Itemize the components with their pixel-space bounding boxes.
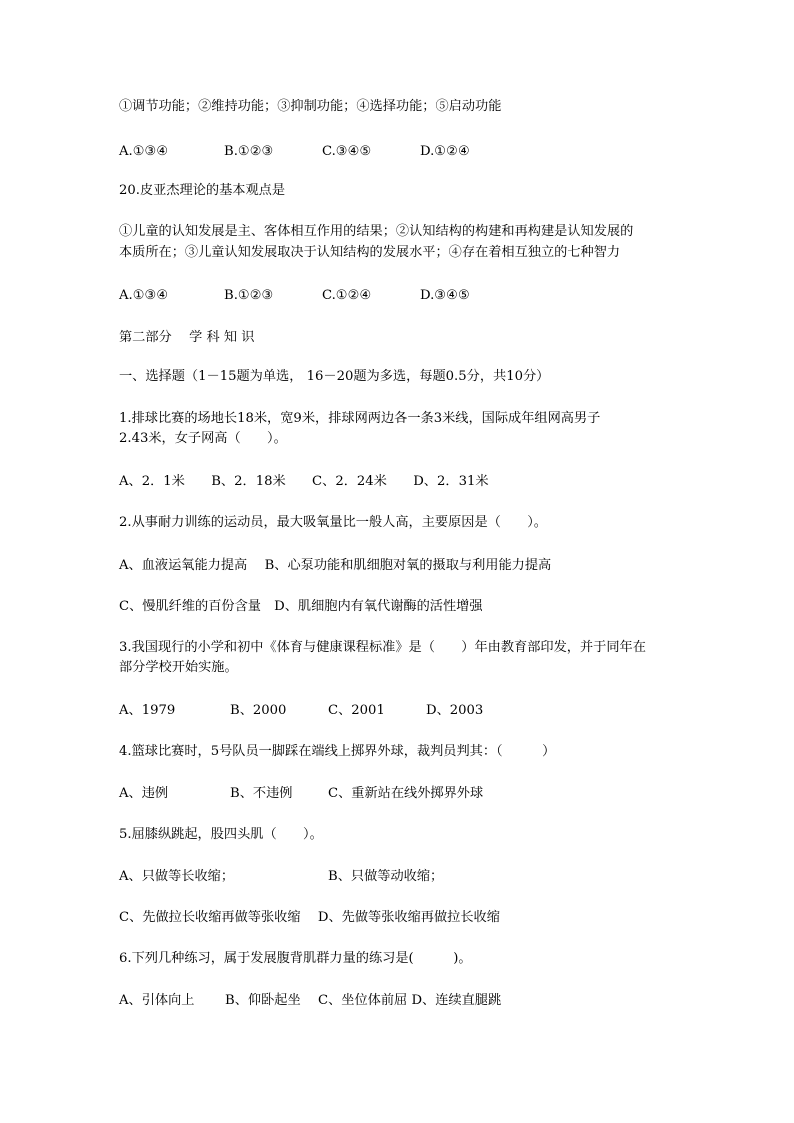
q3-option-b: B、2000: [230, 703, 287, 718]
q19-option-b: B.①②③: [224, 144, 274, 159]
q3-option-a: A、1979: [119, 703, 176, 718]
q5-option-a: A、只做等长收缩；: [119, 869, 235, 884]
q1-stem-line1: 1.排球比赛的场地长18米，宽9米，排球网两边各一条3米线，国际成年组网高男子: [119, 411, 601, 426]
q20-statements-line2: 本质所在；③儿童认知发展取决于认知结构的发展水平；④存在着相互独立的七种智力: [119, 245, 621, 260]
q3-option-c: C、2001: [328, 703, 385, 718]
q20-option-a: A.①③④: [119, 288, 169, 303]
q19-option-d: D.①②④: [420, 144, 470, 159]
q4-option-a: A、违例: [119, 786, 169, 801]
q20-stem: 20.皮亚杰理论的基本观点是: [119, 183, 286, 198]
q2-options-cd: C、慢肌纤维的百份含量 D、肌细胞内有氧代谢酶的活性增强: [119, 599, 483, 614]
q20-statements-line1: ①儿童的认知发展是主、客体相互作用的结果；②认知结构的构建和再构建是认知发展的: [119, 224, 634, 239]
q19-option-c: C.③④⑤: [322, 144, 372, 159]
q3-stem-line2: 部分学校开始实施。: [119, 660, 238, 675]
q19-option-a: A.①③④: [119, 144, 169, 159]
section-instructions: 一、选择题（1－15题为单选， 16－20题为多选，每题0.5分，共10分）: [119, 369, 550, 384]
q5-options-cd: C、先做拉长收缩再做等张收缩 D、先做等张收缩再做拉长收缩: [119, 910, 500, 925]
q20-option-b: B.①②③: [224, 288, 274, 303]
q4-option-c: C、重新站在线外掷界外球: [328, 786, 484, 801]
q5-stem: 5.屈膝纵跳起，股四头肌（ ）。: [119, 827, 323, 842]
q20-option-c: C.①②④: [322, 288, 372, 303]
q6-options: A、引体向上 B、仰卧起坐 C、坐位体前屈 D、连续直腿跳: [119, 993, 502, 1008]
q2-options-ab: A、血液运氧能力提高 B、心泵功能和肌细胞对氧的摄取与利用能力提高: [119, 558, 552, 573]
q1-stem-line2: 2.43米，女子网高（ ）。: [119, 431, 287, 446]
q2-stem: 2.从事耐力训练的运动员，最大吸氧量比一般人高，主要原因是（ ）。: [119, 515, 547, 530]
q19-statements: ①调节功能；②维持功能；③抑制功能；④选择功能；⑤启动功能: [119, 99, 502, 114]
q20-option-d: D.③④⑤: [420, 288, 470, 303]
q5-option-b: B、只做等动收缩；: [328, 869, 444, 884]
q4-option-b: B、不违例: [230, 786, 293, 801]
q6-stem: 6.下列几种练习，属于发展腹背肌群力量的练习是( )。: [119, 951, 472, 966]
q3-option-d: D、2003: [426, 703, 484, 718]
section-title: 第二部分 学 科 知 识: [119, 330, 255, 345]
q3-stem-line1: 3.我国现行的小学和初中《体育与健康课程标准》是（ ）年由教育部印发，并于同年在: [119, 640, 646, 655]
q4-stem: 4.篮球比赛时，5号队员一脚踩在端线上掷界外球，裁判员判其：（ ）: [119, 744, 556, 759]
q1-options: A、2．1米 B、2．18米 C、2．24米 D、2．31米: [119, 474, 489, 489]
